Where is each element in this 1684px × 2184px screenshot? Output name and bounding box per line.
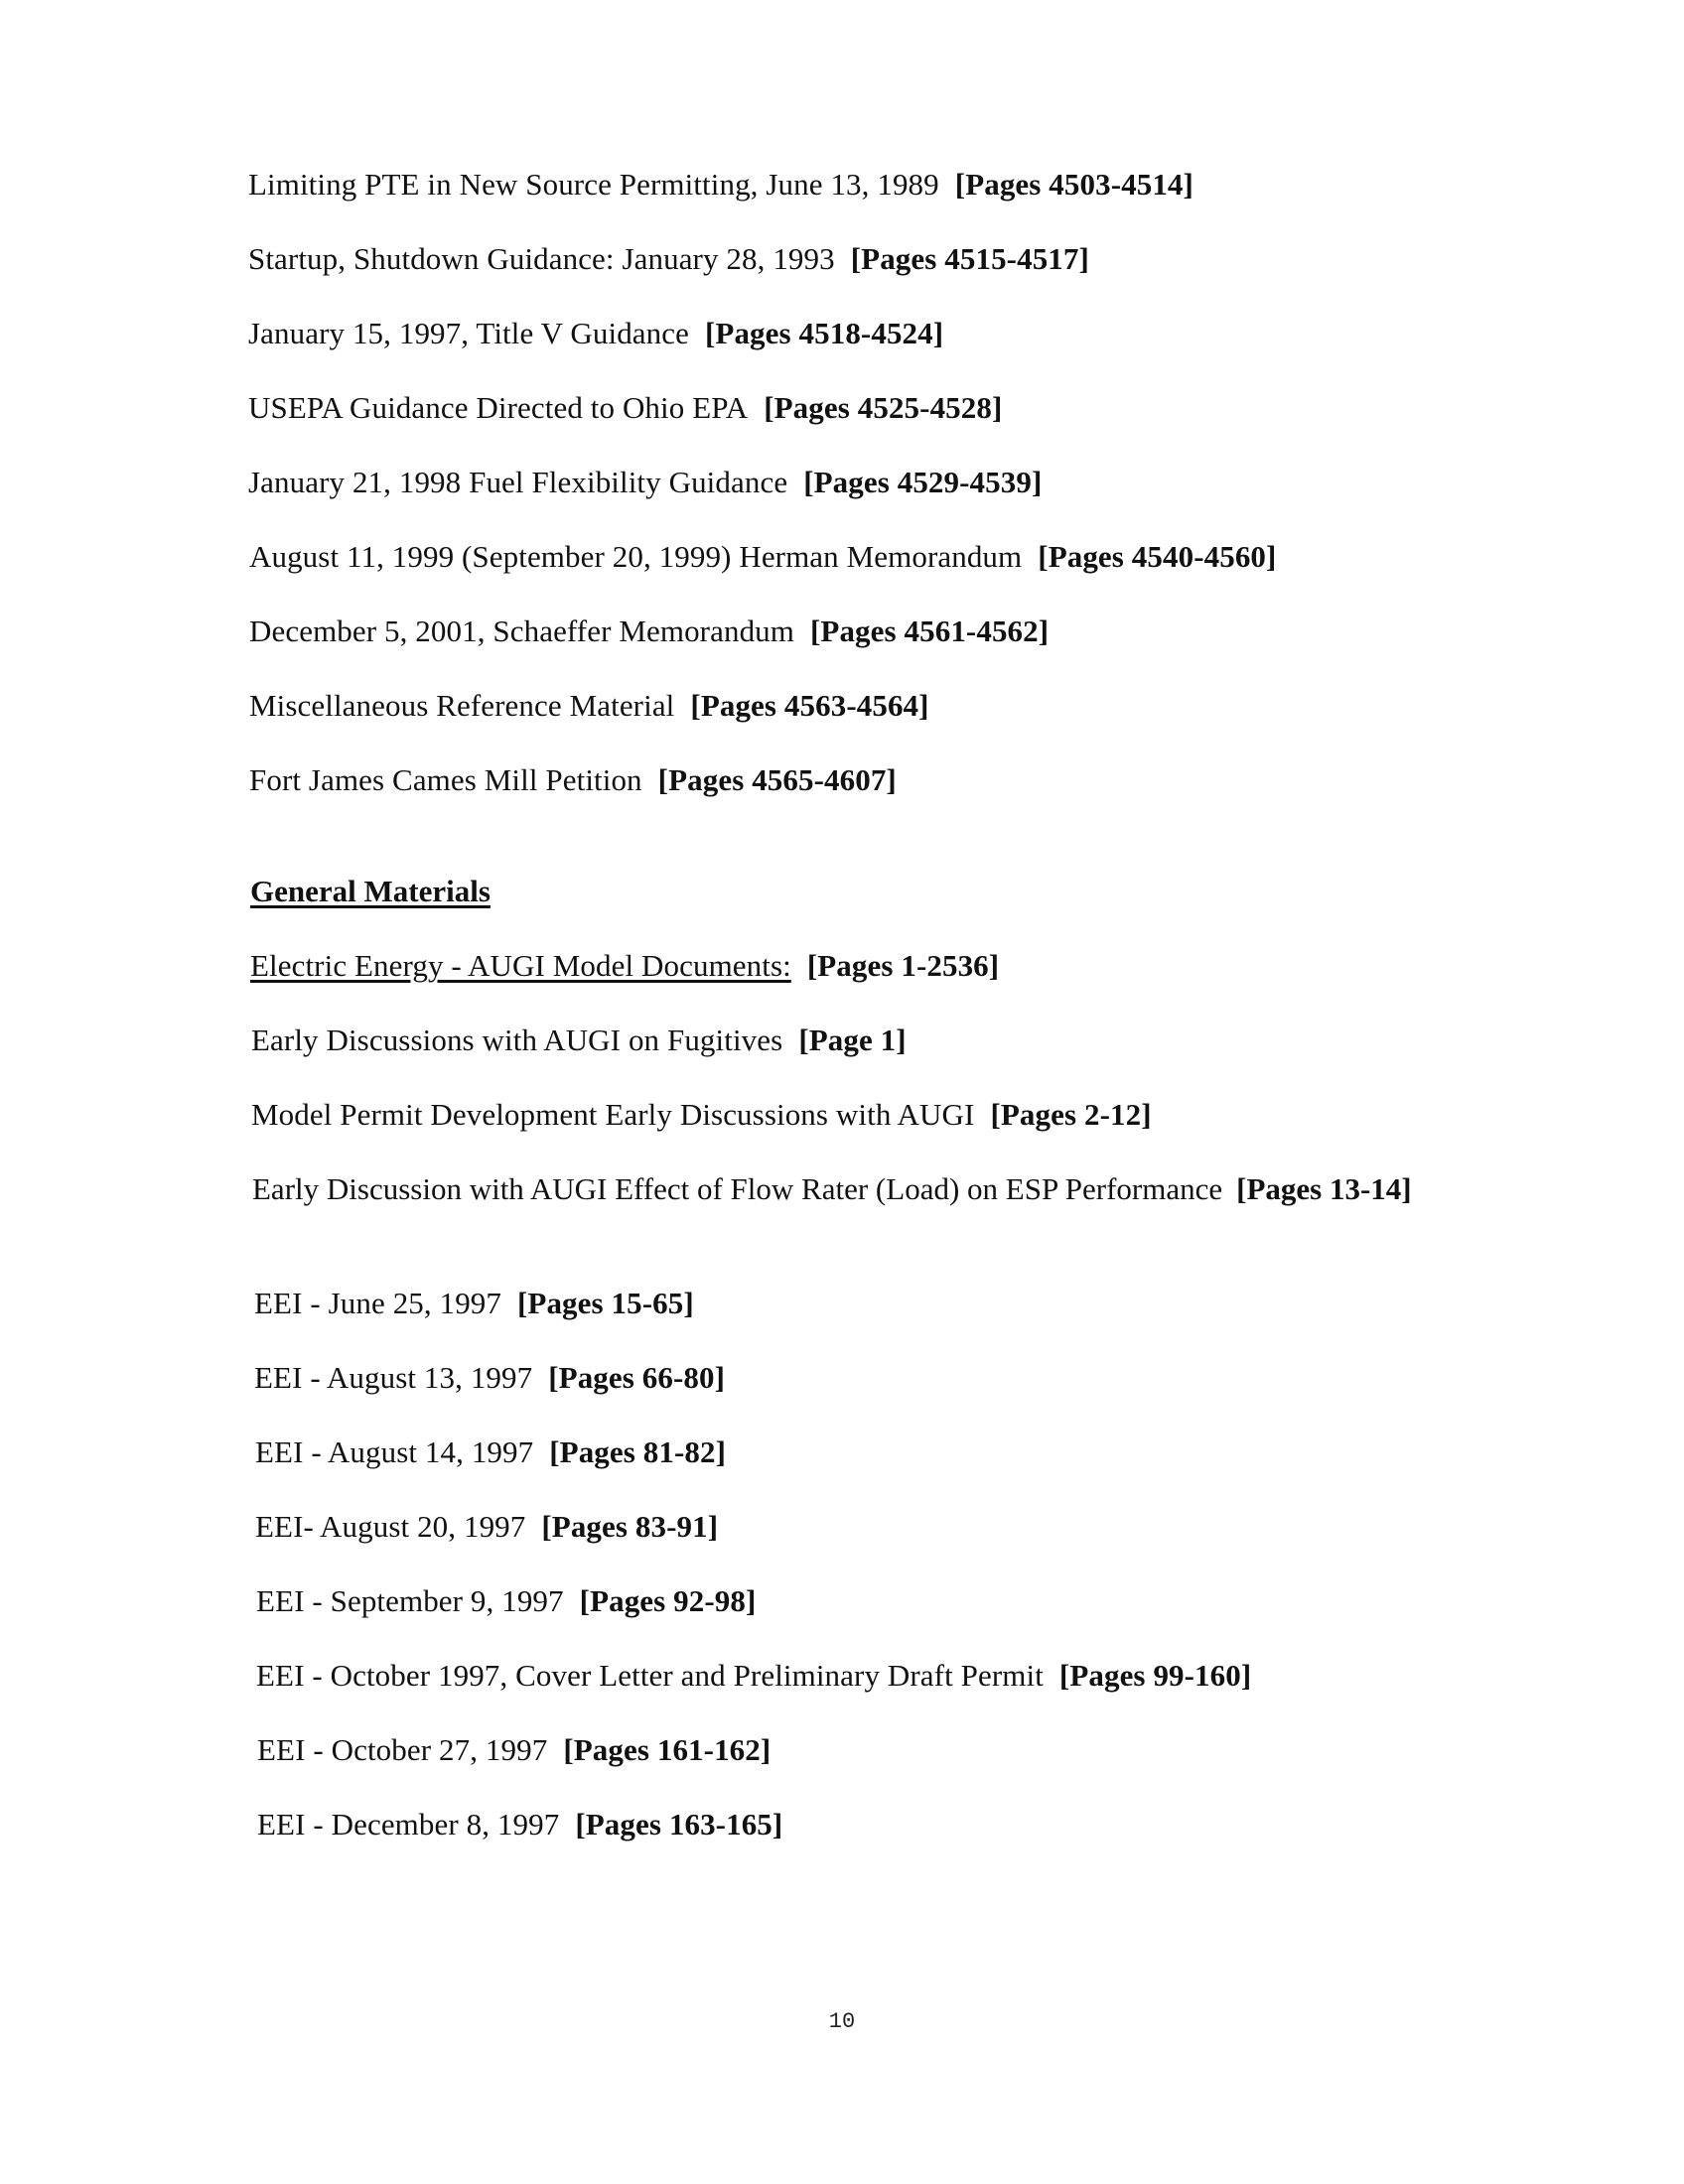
entry-pages: [Pages 4525-4528]: [764, 390, 1003, 425]
entry-title: EEI - December 8, 1997: [257, 1807, 560, 1842]
entry-pages: [Pages 4540-4560]: [1038, 539, 1277, 574]
list-item: [254, 1360, 725, 1396]
entry-title: Early Discussions with AUGI on Fugitives: [251, 1023, 783, 1057]
entry-pages: [Pages 2-12]: [990, 1097, 1152, 1132]
entry-pages: [Pages 81-82]: [549, 1434, 727, 1469]
list-item: [256, 1583, 756, 1619]
list-item: [255, 1509, 718, 1545]
list-item: [257, 1732, 771, 1768]
list-item: [254, 1286, 694, 1321]
list-item: [249, 762, 897, 798]
list-item: [255, 1434, 726, 1470]
entry-title: January 21, 1998 Fuel Flexibility Guidance: [248, 465, 788, 499]
list-item: [251, 1097, 1152, 1133]
list-item: [248, 316, 943, 351]
entry-title: Miscellaneous Reference Material: [249, 688, 675, 723]
entry-title: Model Permit Development Early Discussions with AUGI: [251, 1097, 975, 1132]
entry-pages: [Pages 13-14]: [1236, 1171, 1412, 1206]
entry-title: EEI - October 27, 1997: [257, 1732, 548, 1767]
section-heading: General Materials: [250, 874, 491, 908]
entry-pages: [Pages 4529-4539]: [803, 465, 1043, 499]
page-number: 10: [828, 2009, 856, 2034]
subsection-heading: [250, 948, 999, 984]
entry-pages: [Pages 4565-4607]: [657, 762, 897, 797]
entry-title: EEI - August 14, 1997: [255, 1434, 534, 1469]
subsection-title: Electric Energy - AUGI Model Documents:: [250, 948, 791, 983]
entry-pages: [Pages 15-65]: [517, 1286, 694, 1320]
entry-pages: [Pages 1-2536]: [806, 948, 1000, 983]
entry-title: EEI - October 1997, Cover Letter and Preliminary Draft Permit: [256, 1658, 1044, 1693]
entry-title: Early Discussion with AUGI Effect of Flow Rater (Load) on ESP Performance: [252, 1171, 1223, 1206]
list-item: [248, 241, 1089, 277]
entry-pages: [Page 1]: [798, 1023, 907, 1057]
entry-title: December 5, 2001, Schaeffer Memorandum: [249, 614, 794, 648]
entry-pages: [Pages 92-98]: [579, 1583, 757, 1618]
entry-pages: [Pages 163-165]: [575, 1807, 783, 1842]
entry-pages: [Pages 4561-4562]: [809, 614, 1050, 648]
entry-pages: [Pages 161-162]: [563, 1732, 772, 1767]
entry-title: Fort James Cames Mill Petition: [249, 762, 642, 797]
list-item: [248, 167, 1193, 203]
list-item: [251, 1023, 907, 1058]
entry-pages: [Pages 4515-4517]: [850, 241, 1089, 276]
entry-title: Startup, Shutdown Guidance: January 28, 1993: [248, 241, 835, 276]
entry-pages: [Pages 66-80]: [548, 1360, 726, 1395]
entry-pages: [Pages 99-160]: [1058, 1658, 1252, 1693]
entry-title: EEI - June 25, 1997: [254, 1286, 501, 1320]
list-item: [248, 390, 1002, 426]
entry-pages: [Pages 4563-4564]: [690, 688, 929, 723]
entry-title: EEI - September 9, 1997: [256, 1583, 564, 1618]
list-item: [249, 614, 1049, 649]
entry-pages: [Pages 83-91]: [541, 1509, 719, 1544]
entry-title: January 15, 1997, Title V Guidance: [248, 316, 689, 350]
list-item: [248, 465, 1042, 500]
entry-title: EEI- August 20, 1997: [255, 1509, 526, 1544]
entry-pages: [Pages 4518-4524]: [704, 316, 944, 350]
entry-title: USEPA Guidance Directed to Ohio EPA: [248, 390, 749, 425]
list-item: [256, 1658, 1251, 1694]
entry-title: August 11, 1999 (September 20, 1999) Herman Memorandum: [249, 539, 1023, 574]
list-item: [257, 1807, 782, 1843]
entry-pages: [Pages 4503-4514]: [954, 167, 1193, 202]
list-item: [249, 539, 1276, 575]
list-item: [252, 1167, 1424, 1211]
list-item: [249, 688, 929, 724]
entry-title: Limiting PTE in New Source Permitting, June 13, 1989: [248, 167, 939, 202]
entry-title: EEI - August 13, 1997: [254, 1360, 533, 1395]
